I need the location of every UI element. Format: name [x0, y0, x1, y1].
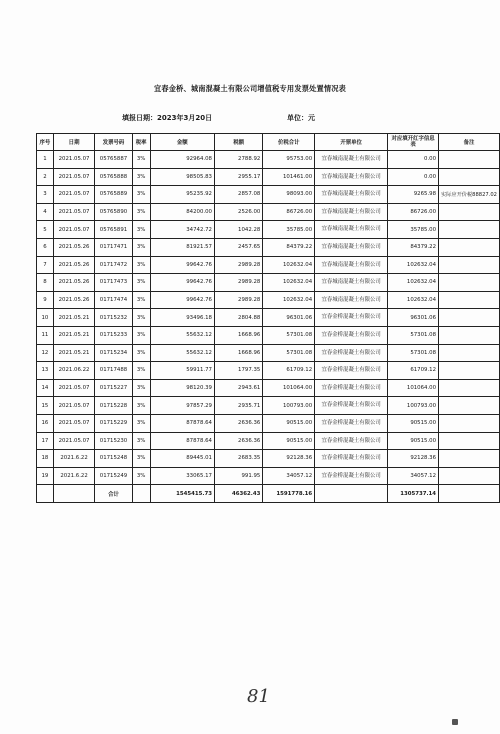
row-remark [439, 362, 500, 380]
table-row [37, 309, 500, 327]
row-remark [439, 186, 500, 204]
row-rate: 3% [132, 186, 150, 204]
row-no: 12 [37, 344, 54, 362]
table-row [37, 256, 500, 274]
row-tax: 2804.88 [214, 309, 262, 327]
row-no: 5 [37, 221, 54, 239]
row-rate: 3% [132, 256, 150, 274]
row-red: 57301.08 [388, 326, 439, 344]
row-issuer: 宜春城南混凝土有限公司 [315, 203, 388, 221]
row-amount: 93496.18 [150, 309, 214, 327]
table-row [37, 168, 500, 186]
row-total: 90515.00 [263, 414, 315, 432]
row-date: 2021.05.07 [53, 221, 94, 239]
header-no: 序号 [37, 134, 54, 151]
row-tax: 2788.92 [214, 151, 262, 169]
row-date: 2021.05.07 [53, 414, 94, 432]
row-tax: 2989.28 [214, 274, 262, 292]
row-invoice: 01715228 [95, 397, 132, 415]
row-tax: 2943.61 [214, 379, 262, 397]
row-no: 13 [37, 362, 54, 380]
invoice-table [36, 133, 500, 503]
document-title: 宜春金桥、城南混凝土有限公司增值税专用发票处置情况表 [153, 84, 347, 93]
row-tax: 2989.28 [214, 291, 262, 309]
row-issuer: 宜春城南混凝土有限公司 [315, 168, 388, 186]
row-invoice: 01717471 [95, 238, 132, 256]
row-amount: 59911.77 [150, 362, 214, 380]
row-red: 57301.08 [388, 344, 439, 362]
row-issuer: 宜春金桥混凝土有限公司 [315, 344, 388, 362]
row-invoice: 01715248 [95, 450, 132, 468]
row-remark [439, 274, 500, 292]
row-date: 2021.05.26 [53, 274, 94, 292]
row-total: 92128.36 [263, 450, 315, 468]
row-tax: 1668.96 [214, 326, 262, 344]
row-red: 34057.12 [388, 467, 439, 485]
row-date: 2021.05.07 [53, 432, 94, 450]
row-rate: 3% [132, 309, 150, 327]
row-amount: 87878.64 [150, 414, 214, 432]
row-issuer: 宜春城南混凝土有限公司 [315, 238, 388, 256]
row-total: 35785.00 [263, 221, 315, 239]
row-amount: 98505.83 [150, 168, 214, 186]
row-issuer: 宜春金桥混凝土有限公司 [315, 309, 388, 327]
row-issuer: 宜春金桥混凝土有限公司 [315, 414, 388, 432]
row-no: 17 [37, 432, 54, 450]
row-rate: 3% [132, 414, 150, 432]
summary-red: 1305737.14 [388, 485, 439, 503]
table-row [37, 397, 500, 415]
row-invoice: 01715233 [95, 326, 132, 344]
row-total: 100793.00 [263, 397, 315, 415]
row-tax: 1668.96 [214, 344, 262, 362]
row-red: 102632.04 [388, 291, 439, 309]
summary-tax: 46362.43 [214, 485, 262, 503]
row-rate: 3% [132, 151, 150, 169]
row-remark [439, 326, 500, 344]
row-total: 101461.00 [263, 168, 315, 186]
row-total: 57301.08 [263, 326, 315, 344]
row-tax: 2636.36 [214, 432, 262, 450]
row-no: 19 [37, 467, 54, 485]
row-total: 102632.04 [263, 291, 315, 309]
row-remark [439, 291, 500, 309]
row-invoice: 01715230 [95, 432, 132, 450]
row-invoice: 05765890 [95, 203, 132, 221]
row-issuer: 宜春城南混凝土有限公司 [315, 256, 388, 274]
row-rate: 3% [132, 450, 150, 468]
table-row [37, 362, 500, 380]
row-invoice: 01717472 [95, 256, 132, 274]
header-issuer: 开票单位 [315, 134, 388, 151]
table-row [37, 274, 500, 292]
row-rate: 3% [132, 221, 150, 239]
row-date: 2021.05.07 [53, 379, 94, 397]
scanner-watermark [452, 719, 459, 726]
row-remark [439, 238, 500, 256]
row-invoice: 01715249 [95, 467, 132, 485]
row-remark [439, 397, 500, 415]
row-remark-text: 实际应开价税88827.02 [441, 191, 497, 198]
row-red: 0.00 [388, 151, 439, 169]
row-invoice: 05765889 [95, 186, 132, 204]
row-red: 61709.12 [388, 362, 439, 380]
row-amount: 81921.57 [150, 238, 214, 256]
row-amount: 99642.76 [150, 274, 214, 292]
row-total: 102632.04 [263, 256, 315, 274]
row-date: 2021.6.22 [53, 467, 94, 485]
row-invoice: 05765891 [95, 221, 132, 239]
row-no: 11 [37, 326, 54, 344]
row-red: 90515.00 [388, 432, 439, 450]
row-tax: 1797.35 [214, 362, 262, 380]
row-issuer: 宜春城南混凝土有限公司 [315, 221, 388, 239]
row-issuer: 宜春城南混凝土有限公司 [315, 291, 388, 309]
row-issuer: 宜春金桥混凝土有限公司 [315, 467, 388, 485]
table-row [37, 151, 500, 169]
table-row [37, 186, 500, 204]
row-total: 86726.00 [263, 203, 315, 221]
currency-unit: 单位：元 [287, 114, 315, 122]
table-row [37, 414, 500, 432]
row-remark [439, 379, 500, 397]
row-red: 86726.00 [388, 203, 439, 221]
row-amount: 84200.00 [150, 203, 214, 221]
row-total: 101064.00 [263, 379, 315, 397]
row-invoice: 01717474 [95, 291, 132, 309]
row-amount: 89445.01 [150, 450, 214, 468]
row-rate: 3% [132, 326, 150, 344]
row-red: 35785.00 [388, 221, 439, 239]
row-amount: 87878.64 [150, 432, 214, 450]
row-issuer: 宜春金桥混凝土有限公司 [315, 397, 388, 415]
row-amount: 97857.29 [150, 397, 214, 415]
row-total: 95753.00 [263, 151, 315, 169]
row-issuer: 宜春城南混凝土有限公司 [315, 186, 388, 204]
row-issuer: 宜春金桥混凝土有限公司 [315, 450, 388, 468]
row-remark [439, 256, 500, 274]
row-total: 84379.22 [263, 238, 315, 256]
table-row [37, 203, 500, 221]
row-remark [439, 450, 500, 468]
row-no: 16 [37, 414, 54, 432]
row-no: 15 [37, 397, 54, 415]
row-total: 90515.00 [263, 432, 315, 450]
row-rate: 3% [132, 344, 150, 362]
row-rate: 3% [132, 238, 150, 256]
row-no: 7 [37, 256, 54, 274]
scanner-logo-icon [452, 719, 458, 725]
row-rate: 3% [132, 203, 150, 221]
row-no: 18 [37, 450, 54, 468]
header-date: 日期 [53, 134, 94, 151]
row-remark [439, 432, 500, 450]
row-tax: 1042.28 [214, 221, 262, 239]
table-row [37, 344, 500, 362]
summary-empty-remark [439, 485, 500, 503]
fill-date: 填报日期：2023年3月20日 [122, 114, 213, 122]
header-amount: 金额 [150, 134, 214, 151]
row-remark [439, 221, 500, 239]
row-tax: 2989.28 [214, 256, 262, 274]
summary-empty-rate [132, 485, 150, 503]
row-invoice: 01715227 [95, 379, 132, 397]
row-date: 2021.05.26 [53, 238, 94, 256]
row-no: 2 [37, 168, 54, 186]
header-rate: 税率 [132, 134, 150, 151]
row-rate: 3% [132, 291, 150, 309]
table-row [37, 432, 500, 450]
table-row [37, 326, 500, 344]
row-total: 102632.04 [263, 274, 315, 292]
row-issuer: 宜春金桥混凝土有限公司 [315, 326, 388, 344]
row-tax: 2857.08 [214, 186, 262, 204]
row-remark [439, 309, 500, 327]
table-row [37, 467, 500, 485]
row-red: 9265.98 [388, 186, 439, 204]
row-rate: 3% [132, 274, 150, 292]
summary-empty-date [53, 485, 94, 503]
row-date: 2021.05.07 [53, 186, 94, 204]
row-invoice: 01717473 [95, 274, 132, 292]
row-amount: 99642.76 [150, 291, 214, 309]
row-amount: 55632.12 [150, 344, 214, 362]
row-red: 84379.22 [388, 238, 439, 256]
table-row [37, 238, 500, 256]
row-total: 61709.12 [263, 362, 315, 380]
row-invoice: 05765887 [95, 151, 132, 169]
row-red: 0.00 [388, 168, 439, 186]
row-issuer: 宜春金桥混凝土有限公司 [315, 379, 388, 397]
row-amount: 34742.72 [150, 221, 214, 239]
row-total: 96301.06 [263, 309, 315, 327]
summary-empty-no [37, 485, 54, 503]
row-rate: 3% [132, 432, 150, 450]
row-remark [439, 203, 500, 221]
summary-label: 合计 [95, 485, 132, 503]
row-amount: 95235.92 [150, 186, 214, 204]
handwritten-page-number: 81 [247, 686, 270, 707]
row-no: 1 [37, 151, 54, 169]
row-red: 102632.04 [388, 274, 439, 292]
row-tax: 2457.65 [214, 238, 262, 256]
row-remark [439, 151, 500, 169]
row-red: 102632.04 [388, 256, 439, 274]
row-date: 2021.6.22 [53, 450, 94, 468]
row-invoice: 01715229 [95, 414, 132, 432]
table-body [37, 151, 500, 485]
row-amount: 92964.08 [150, 151, 214, 169]
row-date: 2021.05.21 [53, 309, 94, 327]
summary-amount: 1545415.73 [150, 485, 214, 503]
summary-empty-issuer [315, 485, 388, 503]
row-no: 3 [37, 186, 54, 204]
summary-row [37, 485, 500, 503]
row-tax: 2955.17 [214, 168, 262, 186]
row-remark [439, 168, 500, 186]
row-issuer: 宜春金桥混凝土有限公司 [315, 432, 388, 450]
row-invoice: 01717488 [95, 362, 132, 380]
row-total: 57301.08 [263, 344, 315, 362]
row-rate: 3% [132, 467, 150, 485]
row-date: 2021.05.07 [53, 397, 94, 415]
row-red: 92128.36 [388, 450, 439, 468]
row-remark [439, 414, 500, 432]
table-row [37, 221, 500, 239]
row-tax: 2683.35 [214, 450, 262, 468]
row-tax: 2526.00 [214, 203, 262, 221]
row-date: 2021.05.07 [53, 203, 94, 221]
row-date: 2021.05.26 [53, 256, 94, 274]
header-tax: 税额 [214, 134, 262, 151]
row-red: 101064.00 [388, 379, 439, 397]
row-rate: 3% [132, 379, 150, 397]
row-issuer: 宜春城南混凝土有限公司 [315, 151, 388, 169]
row-tax: 2636.36 [214, 414, 262, 432]
row-no: 6 [37, 238, 54, 256]
header-red-info: 对应填开红字信息表 [388, 134, 439, 151]
row-amount: 55632.12 [150, 326, 214, 344]
table-header-row [37, 134, 500, 151]
row-invoice: 05765888 [95, 168, 132, 186]
row-total: 98093.00 [263, 186, 315, 204]
row-rate: 3% [132, 168, 150, 186]
table-row [37, 379, 500, 397]
row-rate: 3% [132, 362, 150, 380]
row-issuer: 宜春金桥混凝土有限公司 [315, 362, 388, 380]
row-date: 2021.05.26 [53, 291, 94, 309]
row-date: 2021.05.21 [53, 344, 94, 362]
header-total: 价税合计 [263, 134, 315, 151]
row-no: 4 [37, 203, 54, 221]
row-red: 90515.00 [388, 414, 439, 432]
row-date: 2021.05.21 [53, 326, 94, 344]
row-remark [439, 467, 500, 485]
header-invoice: 发票号码 [95, 134, 132, 151]
row-amount: 33065.17 [150, 467, 214, 485]
row-invoice: 01715234 [95, 344, 132, 362]
row-date: 2021.05.07 [53, 151, 94, 169]
row-red: 96301.06 [388, 309, 439, 327]
header-remark: 备注 [439, 134, 500, 151]
row-no: 8 [37, 274, 54, 292]
row-amount: 98120.39 [150, 379, 214, 397]
row-tax: 991.95 [214, 467, 262, 485]
row-invoice: 01715232 [95, 309, 132, 327]
row-red: 100793.00 [388, 397, 439, 415]
summary-total: 1591778.16 [263, 485, 315, 503]
row-amount: 99642.76 [150, 256, 214, 274]
row-date: 2021.06.22 [53, 362, 94, 380]
row-tax: 2935.71 [214, 397, 262, 415]
row-no: 14 [37, 379, 54, 397]
row-issuer: 宜春城南混凝土有限公司 [315, 274, 388, 292]
row-no: 9 [37, 291, 54, 309]
row-total: 34057.12 [263, 467, 315, 485]
row-no: 10 [37, 309, 54, 327]
row-date: 2021.05.07 [53, 168, 94, 186]
table-row [37, 450, 500, 468]
table-row [37, 291, 500, 309]
row-remark [439, 344, 500, 362]
row-rate: 3% [132, 397, 150, 415]
